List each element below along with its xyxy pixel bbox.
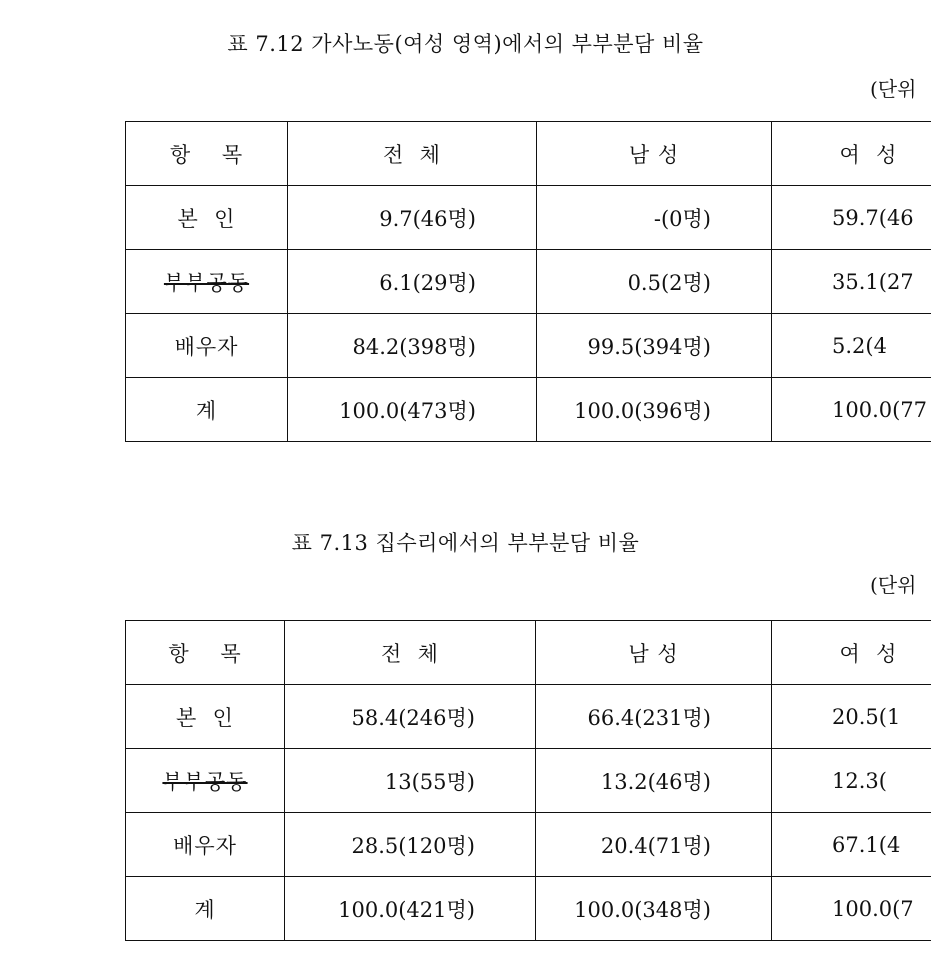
cell-total: 6.1(29명) — [288, 250, 537, 314]
data-table — [125, 620, 931, 941]
cell-female: 5.2(4 — [772, 314, 931, 378]
cell-female: 12.3( — [772, 749, 931, 813]
header-cell: 항 목 — [126, 122, 288, 186]
cell-total: 58.4(246명) — [285, 685, 536, 749]
row-label — [126, 250, 288, 314]
row-label — [126, 749, 285, 813]
header-cell: 여 성 — [772, 621, 931, 685]
header-cell: 여 성 — [772, 122, 931, 186]
cell-total: 84.2(398명) — [288, 314, 537, 378]
row-label: 계 — [126, 877, 285, 941]
cell-male: 100.0(348명) — [536, 877, 772, 941]
table-row — [126, 813, 931, 877]
table-header-row — [126, 122, 931, 186]
header-cell: 전 체 — [285, 621, 536, 685]
cell-female: 67.1(4 — [772, 813, 931, 877]
cell-male: 99.5(394명) — [537, 314, 772, 378]
cell-total: 100.0(421명) — [285, 877, 536, 941]
row-label: 계 — [126, 378, 288, 442]
table-row — [126, 314, 931, 378]
cell-total: 13(55명) — [285, 749, 536, 813]
header-cell: 남 성 — [536, 621, 772, 685]
table-caption: 표 7.13 집수리에서의 부부분담 비율 — [291, 531, 640, 555]
header-cell: 전 체 — [288, 122, 537, 186]
header-cell: 남 성 — [537, 122, 772, 186]
header-cell: 항 목 — [126, 621, 285, 685]
unit-label: (단위 — [870, 77, 917, 101]
cell-female: 100.0(7 — [772, 877, 931, 941]
row-label: 배우자 — [126, 813, 285, 877]
data-table — [125, 121, 931, 442]
cell-total: 28.5(120명) — [285, 813, 536, 877]
unit-label: (단위 — [870, 573, 917, 597]
table-row — [126, 250, 931, 314]
cell-total: 9.7(46명) — [288, 186, 537, 250]
cell-female: 59.7(46 — [772, 186, 931, 250]
cell-male: 20.4(71명) — [536, 813, 772, 877]
cell-male: 13.2(46명) — [536, 749, 772, 813]
table-row — [126, 186, 931, 250]
row-label: 본 인 — [126, 186, 288, 250]
table-row — [126, 685, 931, 749]
table-row — [126, 749, 931, 813]
cell-female: 35.1(27 — [772, 250, 931, 314]
cell-male: 100.0(396명) — [537, 378, 772, 442]
row-label-text: 부부공동 — [163, 270, 250, 295]
cell-male: -(0명) — [537, 186, 772, 250]
cell-female: 20.5(1 — [772, 685, 931, 749]
table-header-row — [126, 621, 931, 685]
cell-female: 100.0(77 — [772, 378, 931, 442]
table-row — [126, 378, 931, 442]
table-caption: 표 7.12 가사노동(여성 영역)에서의 부부분담 비율 — [227, 32, 704, 56]
row-label-text: 부부공동 — [162, 769, 248, 794]
row-label: 본 인 — [126, 685, 285, 749]
table-row — [126, 877, 931, 941]
row-label: 배우자 — [126, 314, 288, 378]
cell-total: 100.0(473명) — [288, 378, 537, 442]
cell-male: 66.4(231명) — [536, 685, 772, 749]
cell-male: 0.5(2명) — [537, 250, 772, 314]
